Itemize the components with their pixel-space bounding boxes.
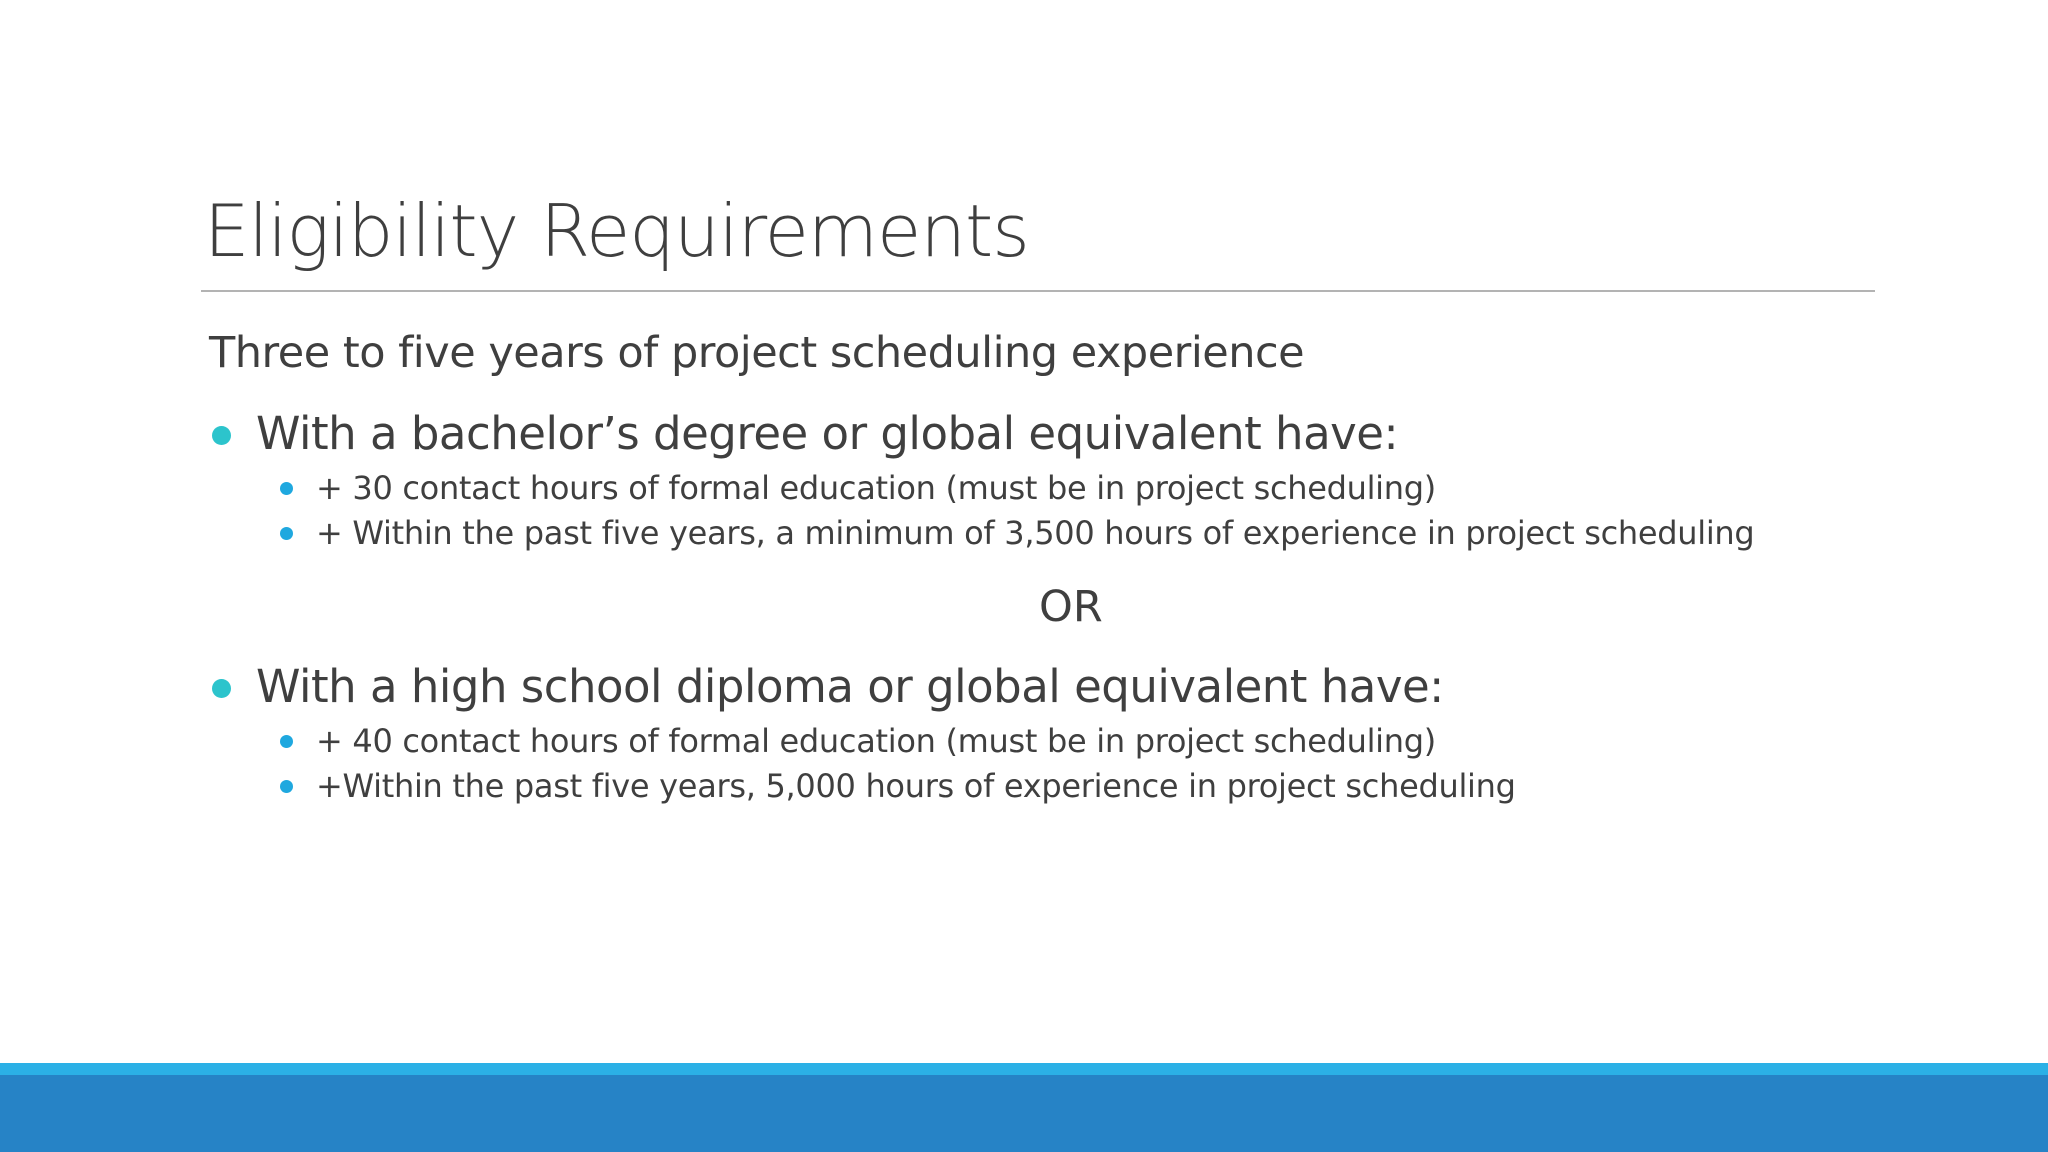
sub-bullet-dot-icon [280,527,293,540]
sub-bullet-text: + 40 contact hours of formal education (must be in project scheduling) [316,722,1436,760]
footer-accent-stripe [0,1063,2048,1075]
footer-band [0,1075,2048,1152]
sub-bullet-dot-icon [280,482,293,495]
or-separator: OR [1039,582,1103,632]
bullet-text: With a high school diploma or global equivalent have: [256,660,1444,713]
bullet-text: With a bachelor’s degree or global equivalent have: [256,407,1399,460]
intro-text: Three to five years of project scheduling experience [209,328,1305,378]
slide-title: Eligibility Requirements [204,189,1029,273]
title-divider [201,290,1875,292]
sub-bullet-text: + Within the past five years, a minimum of 3,500 hours of experience in project scheduling [316,514,1755,552]
sub-bullet-dot-icon [280,780,293,793]
sub-bullet-dot-icon [280,735,293,748]
sub-bullet-text: + 30 contact hours of formal education (must be in project scheduling) [316,469,1436,507]
bullet-dot-icon [212,679,231,698]
bullet-dot-icon [212,426,231,445]
sub-bullet-text: +Within the past five years, 5,000 hours of experience in project scheduling [316,767,1516,805]
